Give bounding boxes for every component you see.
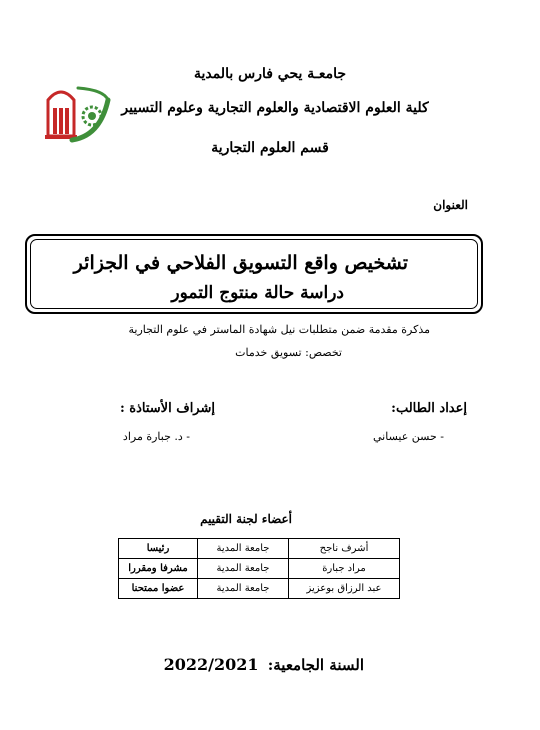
member-role: مشرفا ومقررا bbox=[119, 559, 198, 579]
supervisor-label: إشراف الأستاذة : bbox=[119, 401, 215, 416]
member-role: عضوا ممتحنا bbox=[119, 579, 198, 599]
faculty-name: كلية العلوم الاقتصادية والعلوم التجارية وعلوم التسيير bbox=[121, 100, 429, 116]
member-university: جامعة المدية bbox=[198, 579, 289, 599]
university-logo-icon bbox=[42, 78, 112, 144]
student-name: - حسن عيساني bbox=[373, 430, 444, 443]
table-row bbox=[119, 579, 400, 599]
member-name: أشرف ناجح bbox=[289, 539, 400, 559]
committee-label: أعضاء لجنة التقييم bbox=[200, 512, 292, 526]
member-university: جامعة المدية bbox=[198, 559, 289, 579]
table-row bbox=[119, 539, 400, 559]
thesis-main-title: تشخيص واقع التسويق الفلاحي في الجزائر bbox=[73, 252, 408, 274]
academic-year-label: السنة الجامعية: bbox=[267, 656, 364, 674]
thesis-subtitle: دراسة حالة منتوج التمور bbox=[171, 283, 344, 303]
supervisor-name: - د. جبارة مراد bbox=[122, 430, 190, 443]
department-name: قسم العلوم التجارية bbox=[211, 140, 329, 156]
member-role: رئيسا bbox=[119, 539, 198, 559]
academic-year bbox=[164, 655, 364, 674]
title-label: العنوان bbox=[433, 198, 468, 212]
memo-description: مذكرة مقدمة ضمن متطلبات نيل شهادة الماستر في علوم التجارية bbox=[128, 323, 430, 336]
member-name: مراد جبارة bbox=[289, 559, 400, 579]
university-logo-svg bbox=[42, 78, 112, 144]
university-name: جامعـة يحي فارس بالمدية bbox=[193, 66, 347, 82]
member-name: عبد الرزاق بوعزيز bbox=[289, 579, 400, 599]
table-row bbox=[119, 559, 400, 579]
specialization: تخصص: تسويق خدمات bbox=[235, 346, 342, 359]
member-university: جامعة المدية bbox=[198, 539, 289, 559]
student-label: إعداد الطالب: bbox=[391, 401, 467, 416]
academic-year-value: 2022/2021 bbox=[163, 655, 259, 674]
committee-table bbox=[118, 538, 400, 599]
